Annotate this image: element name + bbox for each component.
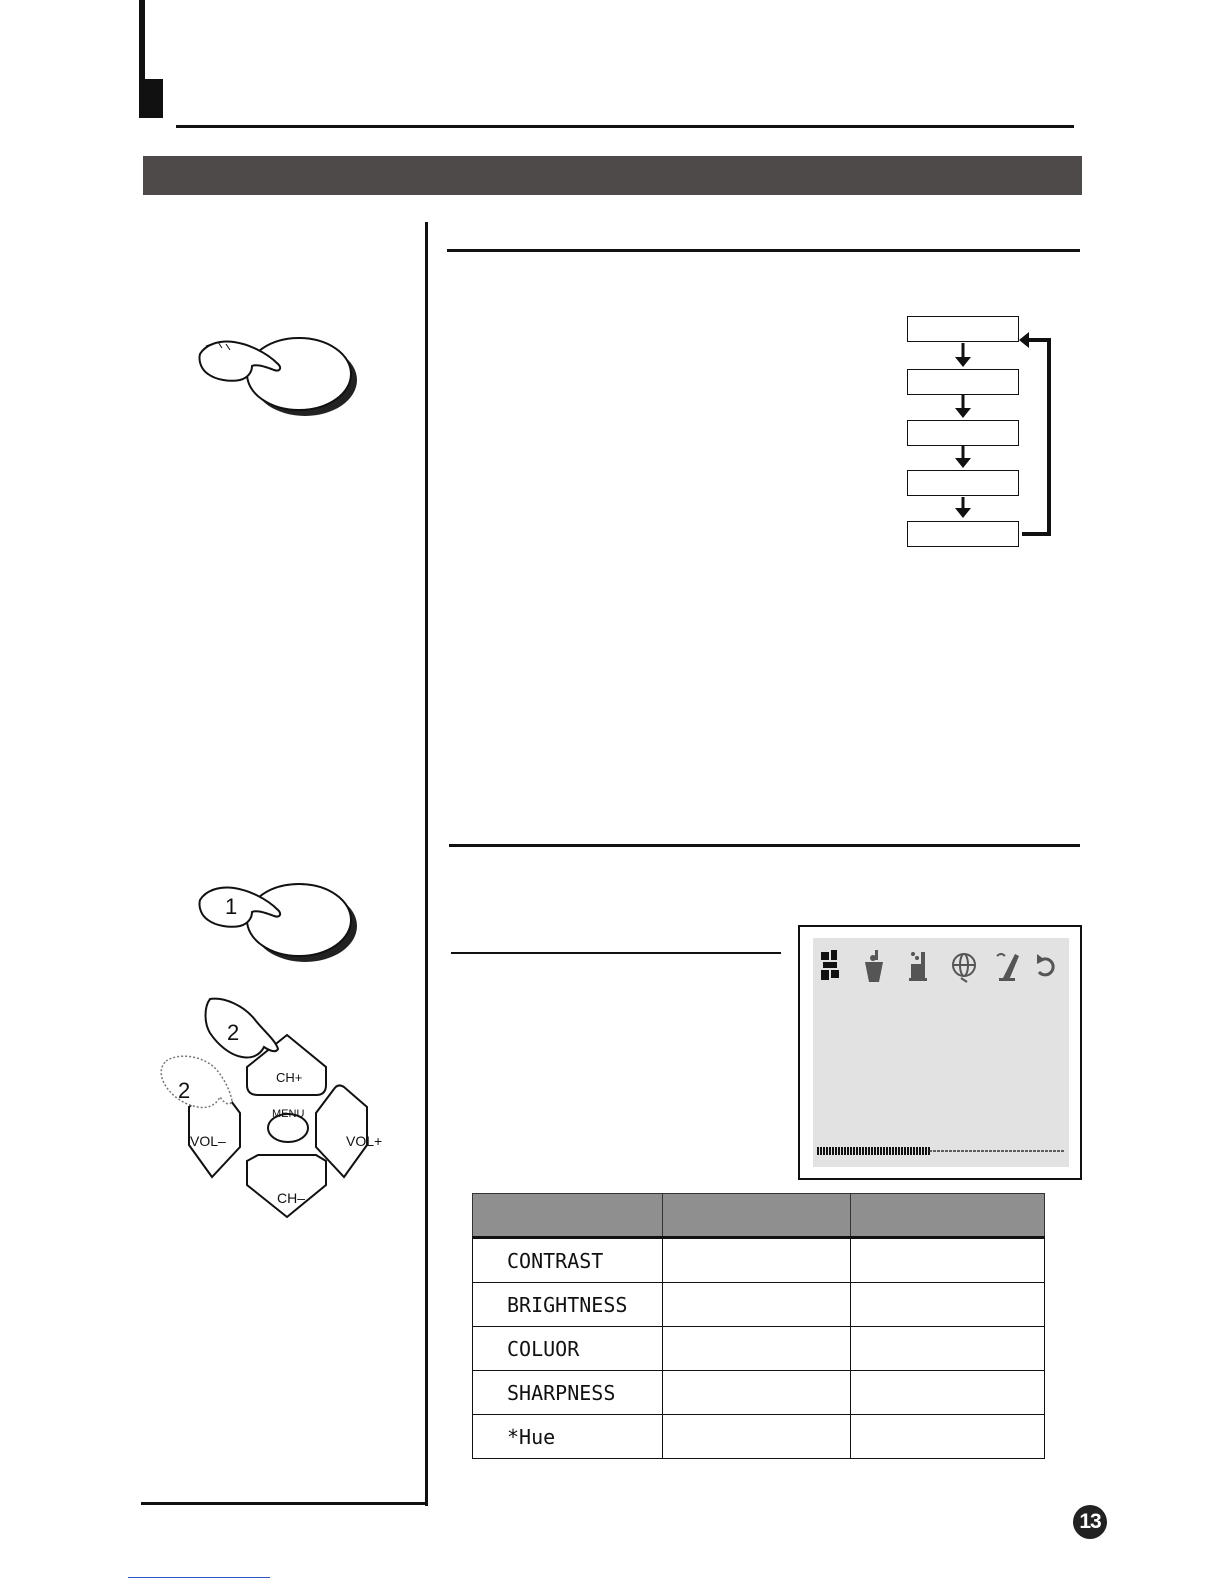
channel-icon: [997, 954, 1019, 981]
osd-level-tick: [862, 1147, 864, 1155]
osd-icon-row: [819, 948, 1063, 984]
step-2-label-alt: 2: [178, 1078, 191, 1103]
page-number: 13: [1073, 1505, 1107, 1539]
osd-level-tick: [886, 1147, 888, 1155]
ch-minus-label: CH–: [277, 1190, 306, 1206]
flow-arrows: [900, 315, 1060, 550]
row-label: CONTRAST: [473, 1238, 663, 1283]
osd-level-tick: [910, 1147, 912, 1155]
section-2-rule: [449, 844, 1080, 847]
table-header-left: [663, 1194, 851, 1238]
table-row: [473, 1238, 1045, 1283]
osd-level-tick: [823, 1147, 825, 1155]
osd-level-tick: [880, 1147, 882, 1155]
pointing-hand-icon: [206, 999, 279, 1058]
language-icon: [953, 954, 975, 982]
table-row: [473, 1283, 1045, 1327]
osd-level-tick: [922, 1147, 924, 1155]
osd-level-tick: [904, 1147, 906, 1155]
step-1-button-illustration: [196, 880, 362, 966]
ch-plus-label: CH+: [276, 1070, 303, 1085]
osd-level-tick: [850, 1147, 852, 1155]
osd-level-tick: [868, 1147, 870, 1155]
osd-level-bar: [817, 1146, 1065, 1156]
osd-level-tick: [856, 1147, 858, 1155]
osd-level-tick: [883, 1147, 885, 1155]
osd-level-tick: [874, 1147, 876, 1155]
osd-level-tick: [919, 1147, 921, 1155]
section-1-rule: [447, 249, 1080, 252]
row-cell: [851, 1283, 1045, 1327]
osd-level-tick: [847, 1147, 849, 1155]
row-label: *Hue: [473, 1415, 663, 1459]
osd-level-tick: [895, 1147, 897, 1155]
osd-level-tick: [829, 1147, 831, 1155]
subsection-rule: [451, 952, 781, 954]
row-cell: [851, 1327, 1045, 1371]
osd-level-tick: [925, 1147, 927, 1155]
row-cell: [851, 1415, 1045, 1459]
press-button-illustration: [196, 334, 362, 420]
row-label: COLUOR: [473, 1327, 663, 1371]
osd-level-tick: [913, 1147, 915, 1155]
osd-level-tick: [892, 1147, 894, 1155]
table-header-row: [473, 1194, 1045, 1238]
osd-level-tick: [817, 1147, 819, 1155]
vol-minus-label: VOL–: [190, 1133, 226, 1149]
table-row: [473, 1371, 1045, 1415]
osd-level-tick: [820, 1147, 822, 1155]
row-cell: [851, 1238, 1045, 1283]
section-title-band: [143, 156, 1082, 195]
osd-menu-frame: [798, 925, 1082, 1180]
row-cell: [663, 1327, 851, 1371]
step-2-label: 2: [227, 1020, 240, 1045]
row-cell: [663, 1283, 851, 1327]
row-cell: [663, 1238, 851, 1283]
osd-level-tick: [889, 1147, 891, 1155]
osd-level-tick: [907, 1147, 909, 1155]
table-row: [473, 1327, 1045, 1371]
function-icon: [909, 952, 927, 981]
osd-level-tick: [865, 1147, 867, 1155]
sound-icon: [865, 950, 883, 982]
osd-level-tick: [826, 1147, 828, 1155]
osd-level-tick: [877, 1147, 879, 1155]
step-1-label: 1: [225, 894, 238, 919]
osd-level-tick: [841, 1147, 843, 1155]
table-header-right: [851, 1194, 1045, 1238]
vol-plus-label: VOL+: [346, 1133, 383, 1149]
menu-label: MENU: [272, 1108, 305, 1120]
row-label: BRIGHTNESS: [473, 1283, 663, 1327]
osd-menu-screen: [813, 938, 1069, 1167]
left-column-divider: [425, 222, 428, 1506]
ch-minus-key: [247, 1155, 326, 1217]
osd-level-tick: [871, 1147, 873, 1155]
row-label: SHARPNESS: [473, 1371, 663, 1415]
osd-level-tick: [832, 1147, 834, 1155]
left-column-bottom-rule: [141, 1502, 428, 1505]
osd-level-tick: [916, 1147, 918, 1155]
reset-icon: [1037, 954, 1053, 975]
osd-level-tick: [853, 1147, 855, 1155]
osd-level-tick: [844, 1147, 846, 1155]
osd-level-tick: [835, 1147, 837, 1155]
footer-link-underline: [128, 1577, 270, 1578]
picture-settings-table: [472, 1193, 1045, 1459]
corner-marker-block: [139, 79, 163, 118]
picture-icon: [821, 950, 839, 980]
osd-level-tick: [838, 1147, 840, 1155]
row-cell: [663, 1371, 851, 1415]
row-cell: [851, 1371, 1045, 1415]
osd-level-tick: [859, 1147, 861, 1155]
row-cell: [663, 1415, 851, 1459]
osd-level-tick: [901, 1147, 903, 1155]
osd-level-tick: [898, 1147, 900, 1155]
header-rule: [176, 125, 1074, 128]
table-header-item: [473, 1194, 663, 1238]
table-row: [473, 1415, 1045, 1459]
